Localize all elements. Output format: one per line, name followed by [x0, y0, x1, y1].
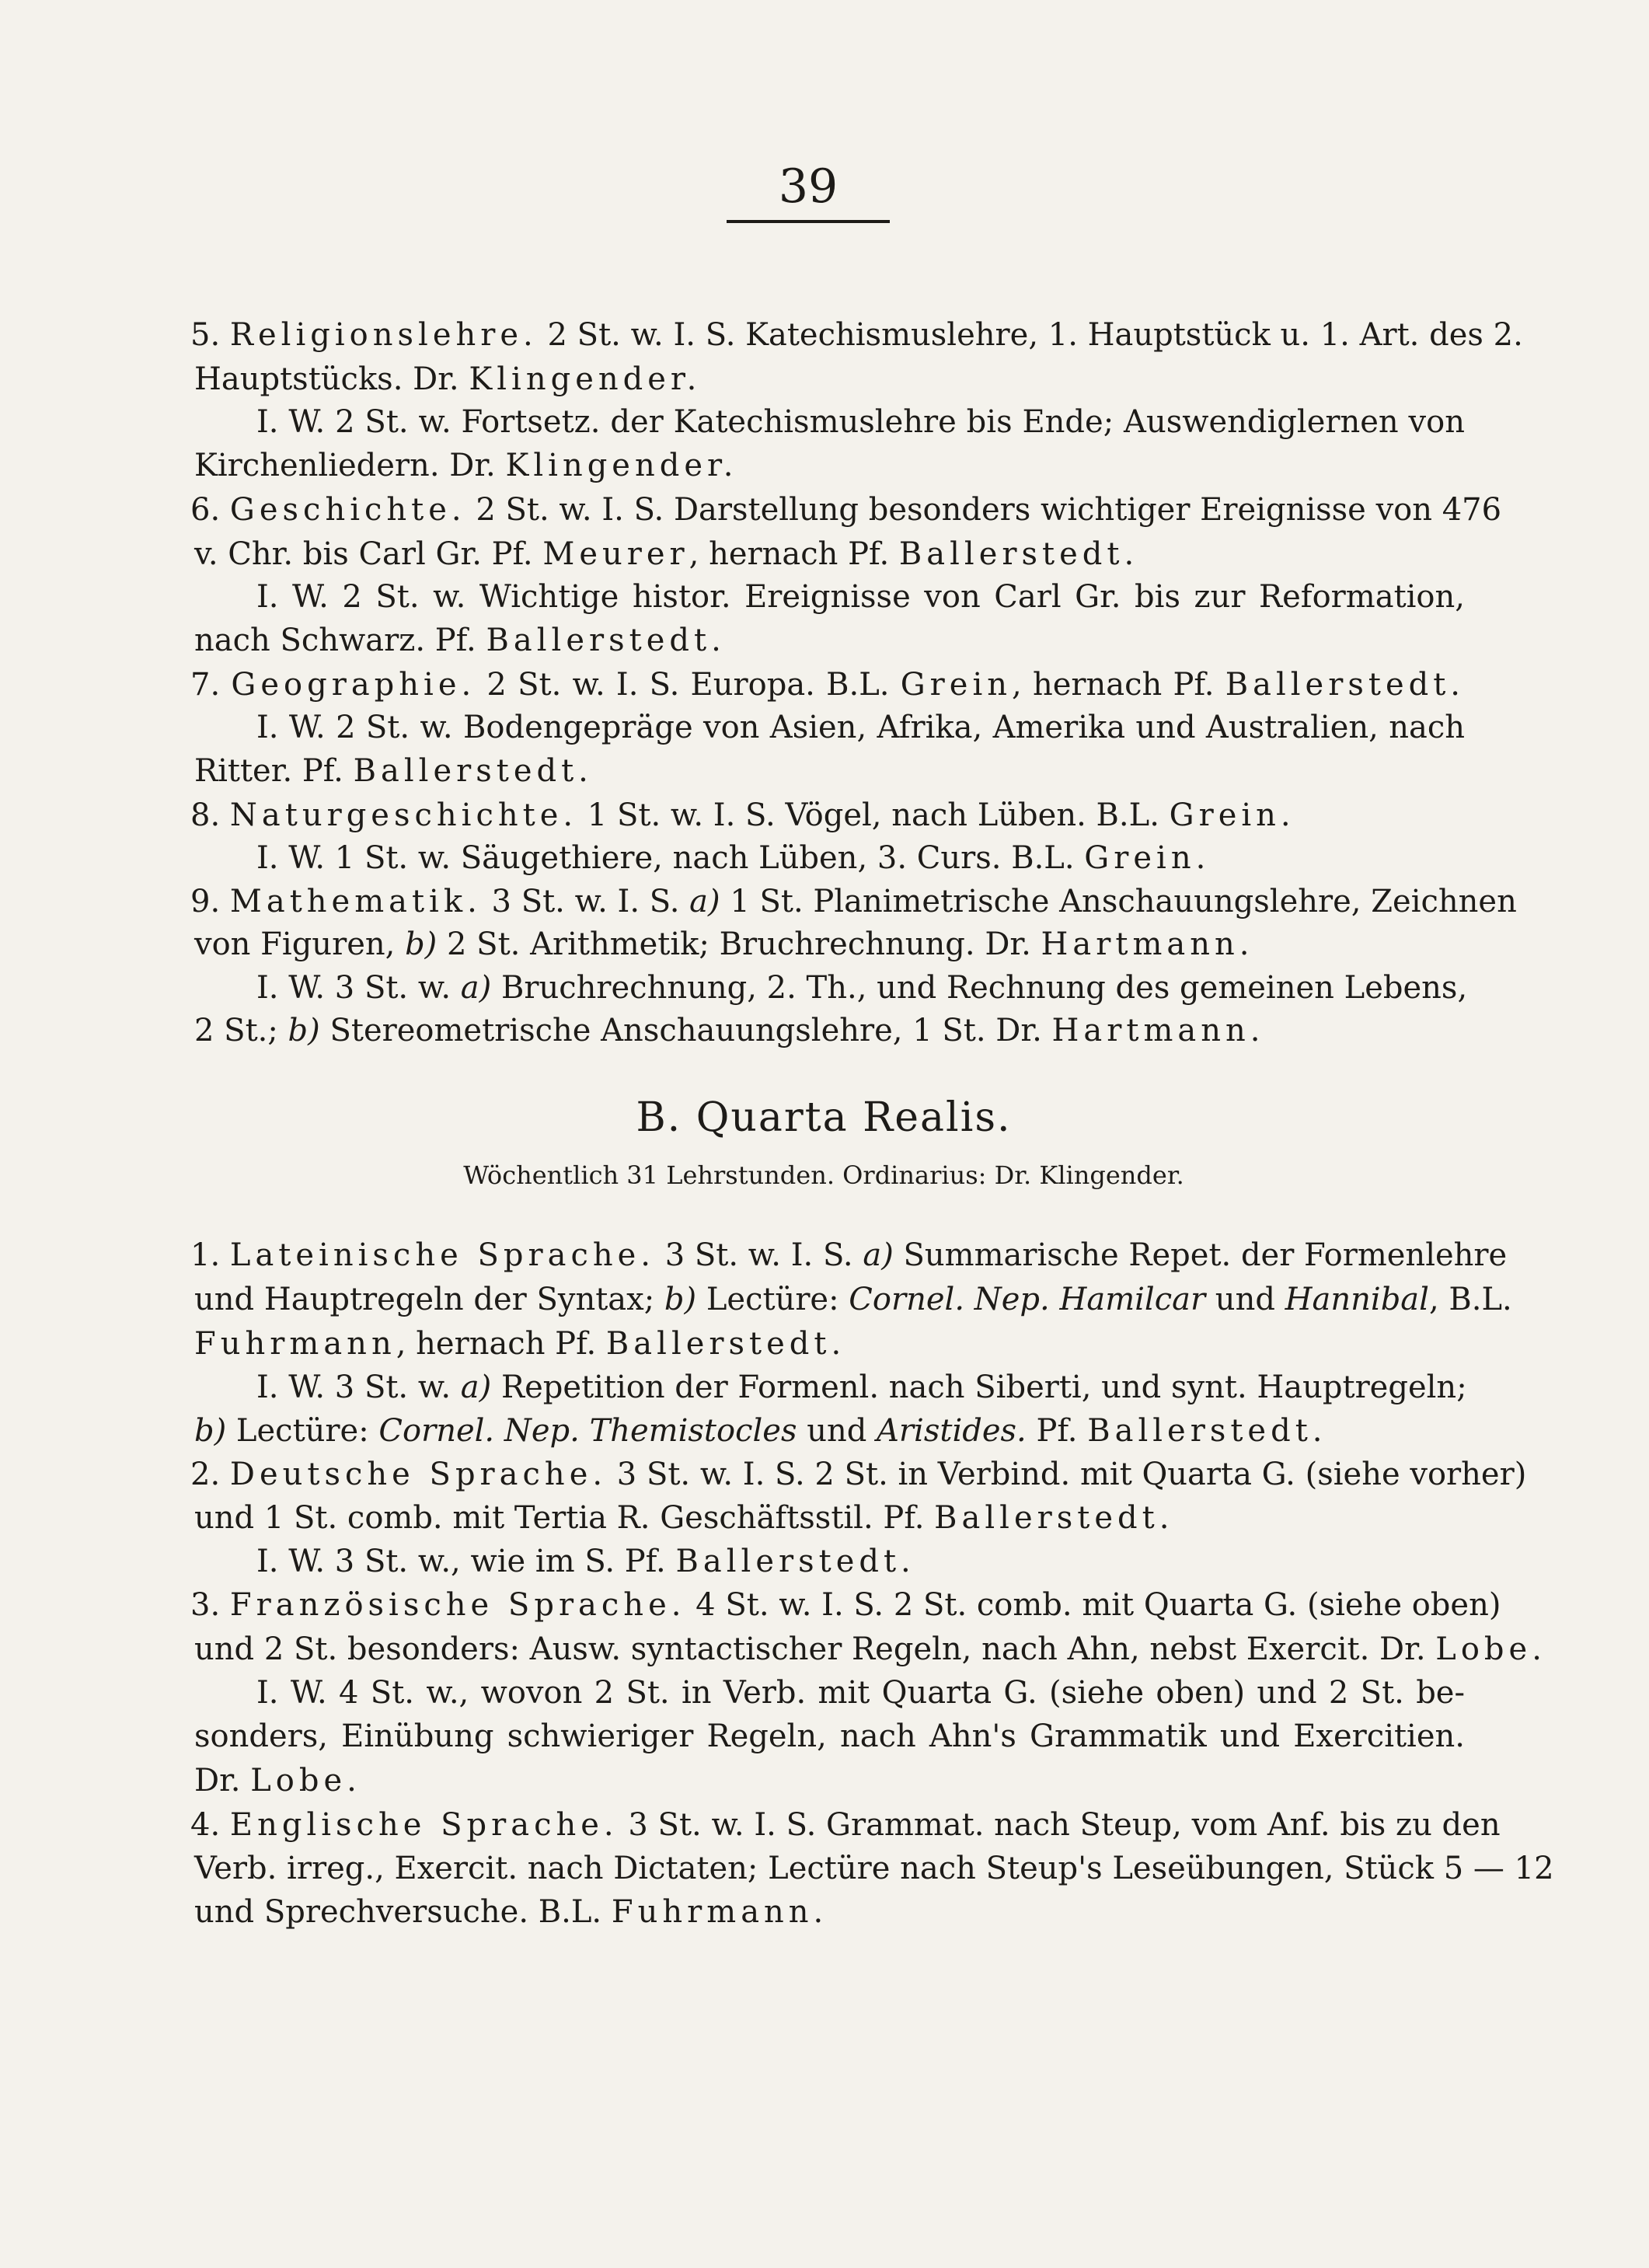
- text-run: Kirchenliedern. Dr.: [194, 448, 506, 483]
- text-run: I. W. 3 St. w.: [256, 1370, 461, 1405]
- text-line: [194, 1846, 1554, 1891]
- text-run: 2 St. w. I. S. Darstellung besonders wichtiger Ereignisse von 476: [465, 492, 1502, 528]
- italic-text: a): [689, 884, 720, 919]
- spaced-name: Ballerstedt.: [1225, 667, 1466, 703]
- text-run: , hernach Pf.: [689, 536, 899, 572]
- spaced-name: Französische Sprache.: [229, 1587, 686, 1623]
- text-run: 9.: [190, 884, 230, 919]
- text-run: und Hauptregeln der Syntax;: [194, 1282, 664, 1317]
- spaced-name: Hartmann.: [1041, 926, 1254, 962]
- spaced-name: Klingender.: [505, 448, 738, 483]
- text-line: [256, 1539, 1465, 1584]
- italic-text: a): [460, 1370, 492, 1405]
- text-line: [256, 574, 1465, 619]
- text-line: [194, 357, 1465, 402]
- spaced-name: Grein: [900, 667, 1013, 703]
- spaced-name: Deutsche Sprache.: [229, 1457, 608, 1492]
- text-run: Repetition der Formenl. nach Siberti, und synt. Hauptregeln;: [491, 1370, 1467, 1405]
- spaced-name: Ballerstedt.: [605, 1326, 846, 1362]
- text-run: I. W. 3 St. w.: [256, 970, 461, 1006]
- italic-text: b): [194, 1413, 227, 1449]
- italic-text: Hannibal: [1285, 1282, 1429, 1317]
- text-line: [194, 1408, 1465, 1453]
- spaced-name: Mathematik.: [229, 884, 482, 919]
- text-line: [194, 748, 1465, 794]
- spaced-name: Ballerstedt.: [1087, 1413, 1327, 1449]
- text-line: [256, 1670, 1465, 1715]
- text-run: I. W. 3 St. w., wie im S. Pf.: [256, 1544, 676, 1579]
- italic-text: b): [405, 926, 438, 962]
- text-run: 1 St. w. I. S. Vögel, nach Lüben. B.L.: [577, 797, 1170, 833]
- spaced-name: Fuhrmann.: [611, 1894, 828, 1930]
- text-line: [194, 1495, 1465, 1540]
- spaced-name: Klingender.: [469, 361, 702, 397]
- text-run: Dr.: [194, 1763, 251, 1799]
- spaced-name: Lobe.: [1435, 1631, 1546, 1667]
- spaced-name: Geographie.: [231, 667, 476, 703]
- section-heading: B. Quarta Realis.: [636, 1094, 1012, 1141]
- italic-text: Aristides.: [877, 1413, 1027, 1449]
- text-run: und Sprechversuche. B.L.: [194, 1894, 612, 1930]
- text-line: [190, 1452, 1527, 1497]
- text-line: [190, 662, 1465, 707]
- text-run: 1 St. Planimetrische Anschauungslehre, Zeichnen: [720, 884, 1517, 919]
- text-line: [194, 532, 1465, 577]
- text-run: 5.: [190, 317, 230, 353]
- text-run: Summarische Repet. der Formenlehre: [893, 1237, 1508, 1273]
- text-run: 2 St. w. I. S. Europa. B.L.: [476, 667, 901, 703]
- spaced-name: Geschichte.: [229, 492, 466, 528]
- text-run: sonders, Einübung schwieriger Regeln, nach Ahn's Grammatik und Exercitien.: [194, 1718, 1465, 1754]
- spaced-name: Naturgeschichte.: [229, 797, 578, 833]
- spaced-name: Ballerstedt.: [486, 623, 726, 658]
- text-run: 3 St. w. I. S.: [481, 884, 690, 919]
- text-run: Pf.: [1026, 1413, 1088, 1449]
- text-run: I. W. 2 St. w. Bodengepräge von Asien, Afrika, Amerika und Australien, nach: [256, 710, 1465, 745]
- text-run: v. Chr. bis Carl Gr. Pf.: [194, 536, 543, 572]
- text-run: Lectüre:: [696, 1282, 849, 1317]
- text-line: [194, 1008, 1465, 1053]
- text-line: [190, 487, 1502, 532]
- text-run: Ritter. Pf.: [194, 753, 354, 789]
- text-line: [190, 1802, 1501, 1848]
- page-number: 39: [778, 159, 838, 214]
- text-run: I. W. 2 St. w. Wichtige histor. Ereignisse von Carl Gr. bis zur Reformation,: [256, 579, 1465, 615]
- spaced-name: Ballerstedt.: [898, 536, 1139, 572]
- spaced-name: Hartmann.: [1051, 1013, 1265, 1049]
- spaced-name: Grein.: [1084, 840, 1211, 876]
- text-run: nach Schwarz. Pf.: [194, 623, 486, 658]
- italic-text: Cornel. Nep. Hamilcar: [849, 1282, 1206, 1317]
- text-run: Hauptstücks. Dr.: [194, 361, 469, 397]
- text-run: und 2 St. besonders: Ausw. syntactischer Regeln, nach Ahn, nebst Exercit. Dr.: [194, 1631, 1436, 1667]
- text-run: und: [1205, 1282, 1285, 1317]
- italic-text: b): [288, 1013, 320, 1049]
- text-line: [194, 1277, 1512, 1322]
- text-line: [194, 618, 1465, 663]
- text-run: 3 St. w. I. S. 2 St. in Verbind. mit Quarta G. (siehe vorher): [607, 1457, 1527, 1492]
- text-run: I. W. 2 St. w. Fortsetz. der Katechismuslehre bis Ende; Auswendiglernen von: [256, 404, 1465, 440]
- text-run: 8.: [190, 797, 230, 833]
- text-line: [194, 1627, 1546, 1672]
- text-run: 7.: [190, 667, 232, 703]
- text-line: [194, 1714, 1465, 1759]
- text-line: [256, 965, 1468, 1010]
- text-run: I. W. 4 St. w., wovon 2 St. in Verb. mit Quarta G. (siehe oben) und 2 St. be-: [256, 1675, 1465, 1711]
- italic-text: a): [460, 970, 492, 1006]
- text-run: Verb. irreg., Exercit. nach Dictaten; Lectüre nach Steup's Leseübungen, Stück 5 — 12: [194, 1851, 1554, 1886]
- text-run: 2.: [190, 1457, 230, 1492]
- spaced-name: Religionslehre.: [229, 317, 538, 353]
- text-line: [190, 793, 1465, 838]
- text-line: [194, 922, 1465, 967]
- text-run: 2 St.;: [194, 1013, 288, 1049]
- text-line: [190, 879, 1517, 924]
- italic-text: b): [664, 1282, 697, 1317]
- spaced-name: Lateinische Sprache.: [229, 1237, 655, 1273]
- text-run: , hernach Pf.: [1012, 667, 1225, 703]
- text-run: 3 St. w. I. S.: [655, 1237, 863, 1273]
- text-line: [194, 443, 1465, 488]
- text-run: 2 St. Arithmetik; Bruchrechnung. Dr.: [437, 926, 1041, 962]
- page-number-rule: [727, 220, 890, 223]
- text-line: [190, 1233, 1508, 1278]
- spaced-name: Ballerstedt.: [353, 753, 593, 789]
- italic-text: a): [863, 1237, 894, 1273]
- text-line: [190, 1582, 1501, 1628]
- text-line: [256, 400, 1465, 445]
- text-run: I. W. 1 St. w. Säugethiere, nach Lüben, 3. Curs. B.L.: [256, 840, 1085, 876]
- text-line: [190, 312, 1523, 358]
- spaced-name: Ballerstedt.: [934, 1500, 1174, 1536]
- text-line: [256, 705, 1465, 750]
- text-line: [256, 836, 1465, 881]
- text-run: 4.: [190, 1807, 230, 1843]
- spaced-name: Meurer: [542, 536, 689, 572]
- text-run: , hernach Pf.: [396, 1326, 606, 1362]
- text-run: Bruchrechnung, 2. Th., und Rechnung des gemeinen Lebens,: [491, 970, 1468, 1006]
- spaced-name: Grein.: [1169, 797, 1295, 833]
- text-run: 1.: [190, 1237, 230, 1273]
- spaced-name: Englische Sprache.: [229, 1807, 619, 1843]
- text-line: [194, 1321, 1465, 1366]
- text-run: von Figuren,: [194, 926, 406, 962]
- text-run: Lectüre:: [226, 1413, 379, 1449]
- spaced-name: Ballerstedt.: [675, 1544, 915, 1579]
- text-run: Stereometrische Anschauungslehre, 1 St. Dr.: [319, 1013, 1052, 1049]
- italic-text: Cornel. Nep. Themistocles: [378, 1413, 797, 1449]
- section-subheading: Wöchentlich 31 Lehrstunden. Ordinarius: Dr. Klingender.: [463, 1160, 1184, 1190]
- text-run: 6.: [190, 492, 230, 528]
- text-run: 3.: [190, 1587, 230, 1623]
- text-run: 2 St. w. I. S. Katechismuslehre, 1. Hauptstück u. 1. Art. des 2.: [537, 317, 1523, 353]
- text-run: , B.L.: [1428, 1282, 1512, 1317]
- text-line: [256, 1365, 1465, 1410]
- text-run: 4 St. w. I. S. 2 St. comb. mit Quarta G. (siehe oben): [685, 1587, 1501, 1623]
- spaced-name: Lobe.: [250, 1763, 361, 1799]
- text-run: 3 St. w. I. S. Grammat. nach Steup, vom Anf. bis zu den: [618, 1807, 1501, 1843]
- text-run: und: [797, 1413, 877, 1449]
- text-run: und 1 St. comb. mit Tertia R. Geschäftsstil. Pf.: [194, 1500, 935, 1536]
- text-line: [194, 1889, 1465, 1935]
- text-line: [194, 1758, 1465, 1803]
- spaced-name: Fuhrmann: [194, 1326, 396, 1362]
